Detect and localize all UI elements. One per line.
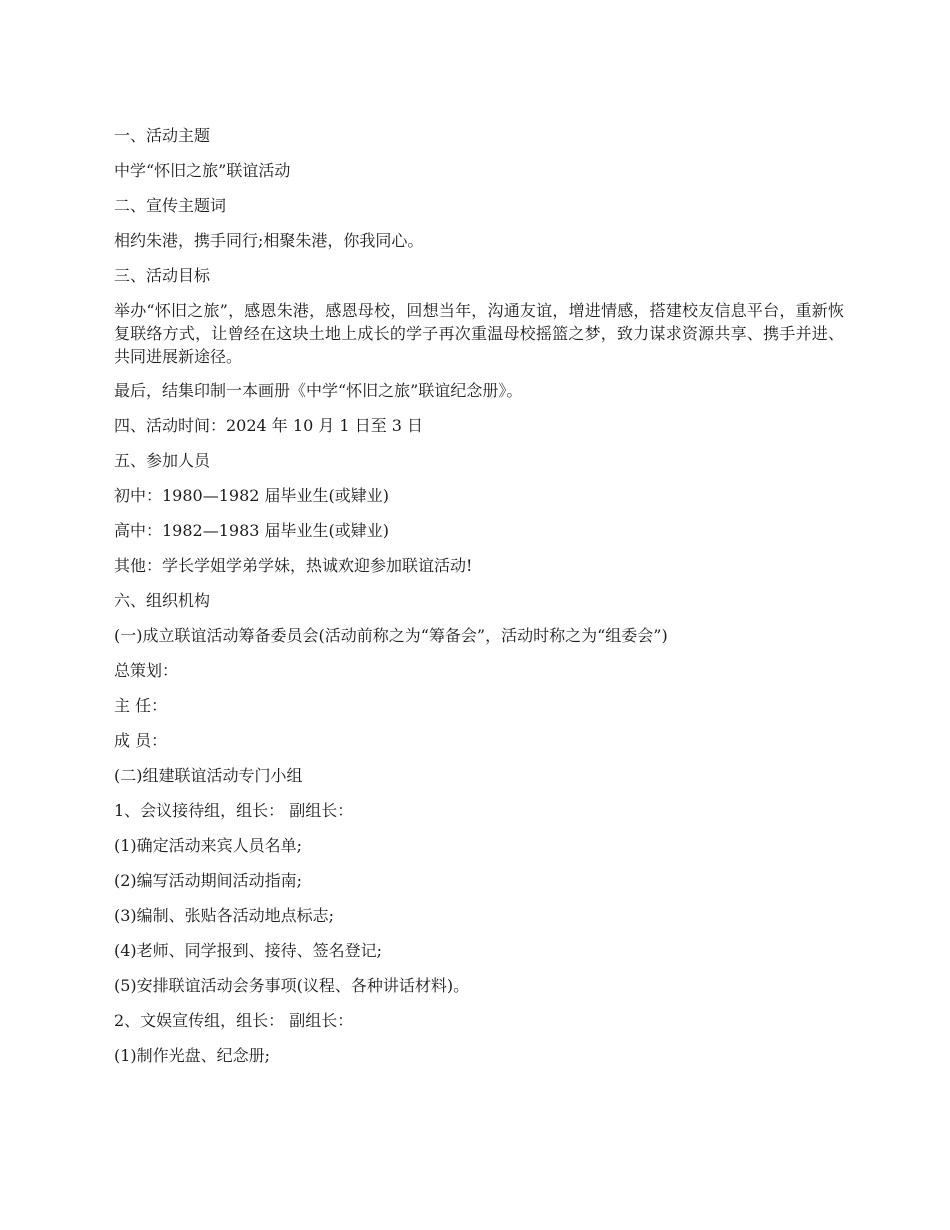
participants-senior: 高中：1982—1983 届毕业生(或肄业) <box>114 521 390 540</box>
director: 主 任： <box>114 696 168 715</box>
reception-task-4: (4)老师、同学报到、接待、签名登记; <box>114 941 383 960</box>
activity-goal-text: 举办“怀旧之旅”，感恩朱港，感恩母校，回想当年，沟通友谊，增进情感，搭建校友信息平台，重新恢复联络方式，让曾经在这块土地上成长的学子再次重温母校摇篮之梦，致力谋求资源共享、携手并进、共同进展新途径。 <box>114 301 844 366</box>
heading-activity-theme: 一、活动主题 <box>114 126 211 145</box>
slogan-text: 相约朱港，携手同行;相聚朱港，你我同心。 <box>114 231 424 250</box>
heading-participants: 五、参加人员 <box>114 451 211 470</box>
members: 成 员： <box>114 731 168 750</box>
heading-activity-time: 四、活动时间：2024 年 10 月 1 日至 3 日 <box>114 416 424 435</box>
chief-planner: 总策划： <box>114 661 179 680</box>
reception-task-1: (1)确定活动来宾人员名单; <box>114 836 303 855</box>
participants-other: 其他：学长学姐学弟学妹，热诚欢迎参加联谊活动! <box>114 556 473 575</box>
group-publicity: 2、文娱宣传组，组长： 副组长： <box>114 1011 354 1030</box>
document-body <box>114 124 844 1079</box>
activity-theme-text: 中学“怀旧之旅”联谊活动 <box>114 161 291 180</box>
organization-committee: (一)成立联谊活动筹备委员会(活动前称之为“筹备会”，活动时称之为“组委会”) <box>114 626 668 645</box>
special-groups: (二)组建联谊活动专门小组 <box>114 766 303 785</box>
heading-activity-goal: 三、活动目标 <box>114 266 211 285</box>
participants-junior: 初中：1980—1982 届毕业生(或肄业) <box>114 486 390 505</box>
group-reception: 1、会议接待组，组长： 副组长： <box>114 801 354 820</box>
heading-organization: 六、组织机构 <box>114 591 211 610</box>
reception-task-3: (3)编制、张贴各活动地点标志; <box>114 906 335 925</box>
heading-slogan: 二、宣传主题词 <box>114 196 227 215</box>
reception-task-2: (2)编写活动期间活动指南; <box>114 871 303 890</box>
album-note: 最后，结集印制一本画册《中学“怀旧之旅”联谊纪念册》。 <box>114 381 523 400</box>
publicity-task-1: (1)制作光盘、纪念册; <box>114 1046 271 1065</box>
reception-task-5: (5)安排联谊活动会务事项(议程、各种讲话材料)。 <box>114 976 470 995</box>
